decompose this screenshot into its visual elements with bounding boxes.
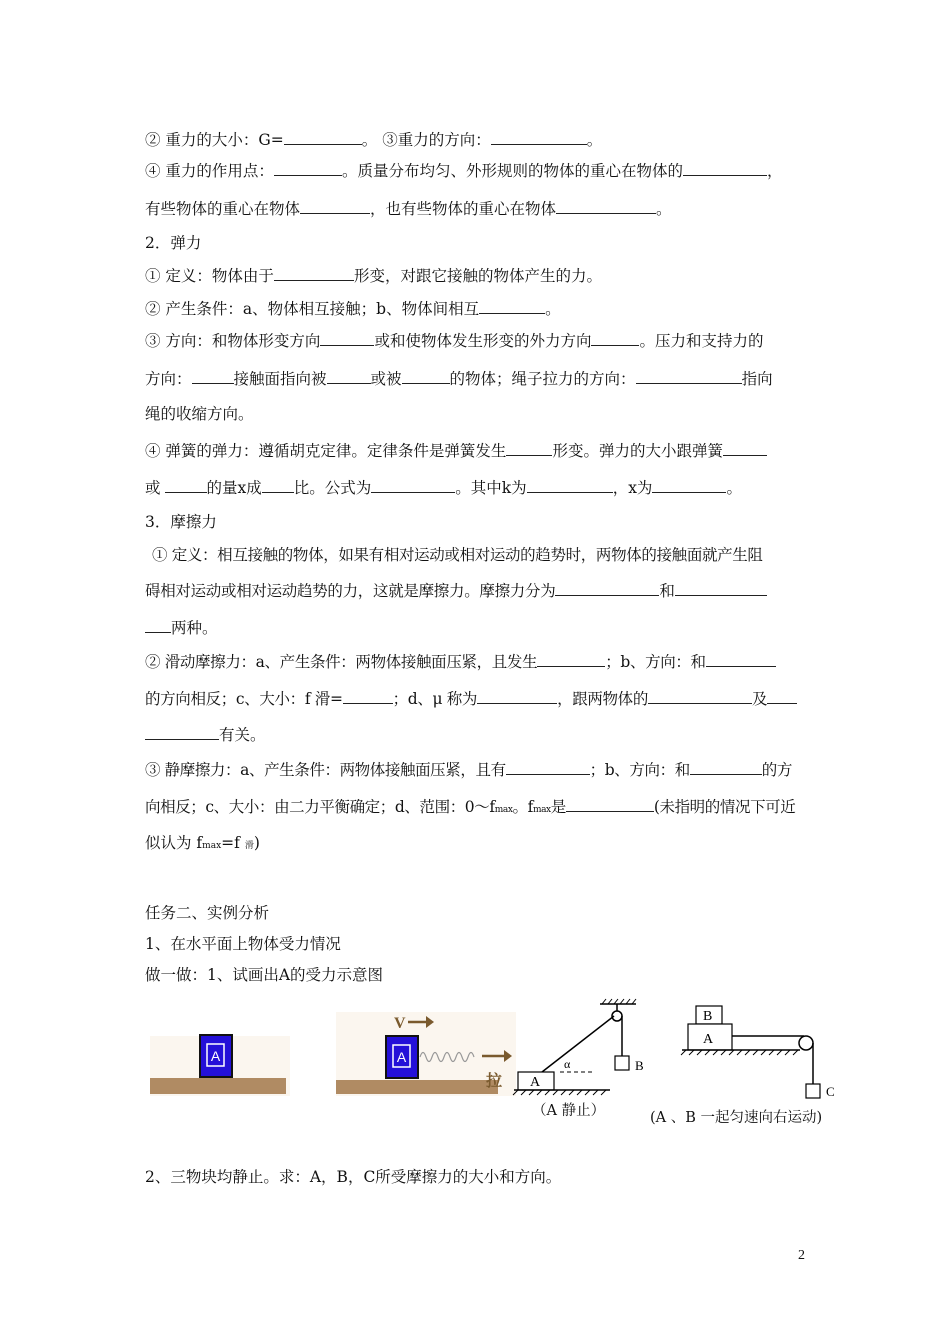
text: 方向： bbox=[145, 370, 192, 388]
fill-blank bbox=[706, 652, 776, 667]
task-heading: 任务二、实例分析 bbox=[145, 904, 270, 922]
text: ② 产生条件：a、物体相互接触；b、物体间相互 bbox=[145, 300, 480, 318]
text: 。f bbox=[512, 798, 533, 816]
text: 的方向相反；c、大小：f 滑= bbox=[145, 690, 343, 708]
fill-blank bbox=[479, 299, 545, 314]
elastic-definition bbox=[145, 266, 602, 286]
fill-blank bbox=[767, 689, 797, 704]
text: 或和使物体发生形变的外力方向 bbox=[374, 332, 592, 350]
text: 形变，对跟它接触的物体产生的力。 bbox=[353, 267, 602, 285]
block-label: A bbox=[210, 1048, 221, 1064]
text: ；b、方向：和 bbox=[605, 653, 706, 671]
friction-definition-2 bbox=[145, 581, 767, 601]
fill-blank bbox=[527, 478, 613, 493]
text: ④ 重力的作用点： bbox=[145, 162, 274, 180]
block-c bbox=[806, 1084, 820, 1098]
rope-angled bbox=[542, 1016, 614, 1072]
text: 。其中k为 bbox=[455, 479, 527, 497]
text: 形变。弹力的大小跟弹簧 bbox=[552, 442, 723, 460]
block-b bbox=[615, 1056, 629, 1070]
fill-blank bbox=[506, 441, 552, 456]
figure-block-with-spring bbox=[336, 1006, 516, 1098]
floor bbox=[150, 1078, 286, 1094]
fill-blank bbox=[320, 331, 374, 346]
subscript: max bbox=[494, 805, 513, 815]
fill-blank bbox=[683, 161, 767, 176]
velocity-label: V bbox=[394, 1015, 406, 1032]
text: ，跟两物体的 bbox=[557, 690, 648, 708]
fill-blank bbox=[491, 130, 587, 145]
text: 。 bbox=[726, 479, 742, 497]
friction-definition-1: ① 定义：相互接触的物体，如果有相对运动或相对运动的趋势时，两物体的接触面就产生阻 bbox=[152, 546, 763, 564]
sliding-friction-3 bbox=[145, 725, 266, 745]
text: 。质量分布均匀、外形规则的物体的重心在物体的 bbox=[341, 162, 683, 180]
block-a-label: A bbox=[703, 1032, 714, 1047]
text: ，也有些物体的重心在物体 bbox=[370, 200, 557, 218]
static-friction-1 bbox=[145, 760, 792, 780]
fill-blank bbox=[537, 652, 605, 667]
figure-block-on-floor bbox=[150, 1030, 290, 1096]
spring-line-2 bbox=[145, 478, 742, 498]
text: 及 bbox=[751, 690, 768, 708]
fill-blank bbox=[371, 478, 455, 493]
block-a-label: A bbox=[530, 1075, 541, 1090]
text: ③ 静摩擦力：a、产生条件：两物体接触面压紧，且有 bbox=[145, 761, 506, 779]
text: 和 bbox=[659, 582, 675, 600]
fill-blank bbox=[300, 199, 370, 214]
fill-blank bbox=[648, 689, 752, 704]
subscript: max bbox=[532, 805, 551, 815]
text: 两种。 bbox=[171, 619, 218, 637]
fill-blank bbox=[477, 689, 557, 704]
fill-blank bbox=[636, 369, 742, 384]
pull-label: 拉 bbox=[486, 1073, 503, 1090]
subscript: 滑 bbox=[244, 841, 254, 851]
friction-definition-3 bbox=[145, 618, 218, 638]
text: ① 定义：物体由于 bbox=[145, 267, 274, 285]
fill-blank bbox=[274, 266, 354, 281]
figure-stacked-blocks-pulley bbox=[676, 1000, 856, 1104]
block-c-label: C bbox=[826, 1084, 835, 1099]
text: ) bbox=[253, 834, 260, 852]
block-b-label: B bbox=[635, 1058, 644, 1073]
text: ④ 弹簧的弹力：遵循胡克定律。定律条件是弹簧发生 bbox=[145, 442, 507, 460]
sliding-friction-1 bbox=[145, 652, 776, 672]
text: ② 重力的大小：G= bbox=[145, 131, 284, 149]
elastic-direction-3: 绳的收缩方向。 bbox=[145, 405, 254, 423]
text: ③ 方向：和物体形变方向 bbox=[145, 332, 321, 350]
text: 向相反；c、大小：由二力平衡确定；d、范围：0～f bbox=[145, 798, 495, 816]
text: ② 滑动摩擦力：a、产生条件：两物体接触面压紧，且发生 bbox=[145, 653, 538, 671]
text: 。 bbox=[656, 200, 672, 218]
fill-blank bbox=[343, 689, 393, 704]
text: 的量x成 bbox=[206, 479, 262, 497]
pulley bbox=[799, 1036, 813, 1050]
fill-blank bbox=[675, 581, 767, 596]
text: 是 bbox=[550, 798, 566, 816]
fill-blank bbox=[262, 478, 294, 493]
gravity-line-1 bbox=[145, 130, 602, 150]
text: 有些物体的重心在物体 bbox=[145, 200, 301, 218]
fill-blank bbox=[274, 161, 342, 176]
task-item-1: 1、在水平面上物体受力情况 bbox=[145, 935, 341, 953]
fill-blank bbox=[192, 369, 234, 384]
fill-blank bbox=[145, 725, 219, 740]
section-heading: 3．摩擦力 bbox=[145, 513, 217, 531]
text: 比。公式为 bbox=[293, 479, 372, 497]
fill-blank bbox=[555, 581, 659, 596]
task-instruction: 做一做：1、试画出A的受力示意图 bbox=[145, 966, 384, 984]
elastic-direction-2 bbox=[145, 369, 773, 389]
spring-line-1 bbox=[145, 441, 767, 461]
text: 接触面指向被 bbox=[233, 370, 327, 388]
static-friction-3 bbox=[145, 833, 260, 856]
task-item-2: 2、三物块均静止。求：A，B，C所受摩擦力的大小和方向。 bbox=[145, 1168, 562, 1186]
text: 或被 bbox=[370, 370, 402, 388]
text: 。 ③重力的方向： bbox=[361, 131, 491, 149]
text: 似认为 f bbox=[145, 834, 203, 852]
fill-blank bbox=[402, 369, 450, 384]
gravity-line-3 bbox=[145, 199, 672, 219]
text: (未指明的情况下可近 bbox=[653, 798, 796, 816]
text: 或 bbox=[145, 479, 161, 497]
text: 。 bbox=[545, 300, 561, 318]
text: 碍相对运动或相对运动趋势的力，这就是摩擦力。摩擦力分为 bbox=[145, 582, 556, 600]
page-number: 2 bbox=[798, 1248, 805, 1263]
fill-blank bbox=[723, 441, 767, 456]
elastic-condition bbox=[145, 299, 561, 319]
fill-blank bbox=[327, 369, 371, 384]
text: 的物体；绳子拉力的方向： bbox=[449, 370, 636, 388]
fill-blank bbox=[591, 331, 639, 346]
figure-3-caption: （A 静止） bbox=[532, 1103, 606, 1119]
angle-label: α bbox=[564, 1057, 571, 1071]
fill-blank bbox=[690, 760, 762, 775]
block-b-label: B bbox=[703, 1009, 713, 1024]
text: =f bbox=[221, 834, 245, 852]
fill-blank bbox=[284, 130, 362, 145]
elastic-direction-1 bbox=[145, 331, 763, 351]
text: 的方 bbox=[761, 761, 792, 779]
fill-blank bbox=[506, 760, 590, 775]
fill-blank bbox=[652, 478, 726, 493]
text: ， bbox=[766, 162, 783, 180]
text: ；b、方向：和 bbox=[589, 761, 690, 779]
fill-blank bbox=[556, 199, 656, 214]
floor bbox=[336, 1080, 498, 1094]
text: ；d、μ 称为 bbox=[392, 690, 478, 708]
sliding-friction-2 bbox=[145, 689, 797, 709]
fill-blank bbox=[566, 797, 654, 812]
text: 指向 bbox=[741, 370, 773, 388]
figure-4-caption: (A 、B 一起匀速向右运动) bbox=[650, 1110, 823, 1126]
gravity-line-2 bbox=[145, 161, 782, 181]
text: 。压力和支持力的 bbox=[639, 332, 764, 350]
text: 有关。 bbox=[219, 726, 266, 744]
section-heading: 2．弹力 bbox=[145, 234, 202, 252]
fill-blank bbox=[145, 618, 171, 633]
text: 。 bbox=[586, 131, 603, 149]
static-friction-2 bbox=[145, 797, 795, 820]
block-label: A bbox=[396, 1049, 407, 1065]
subscript: max bbox=[202, 841, 222, 851]
text: ，x为 bbox=[612, 479, 653, 497]
fill-blank bbox=[165, 478, 207, 493]
